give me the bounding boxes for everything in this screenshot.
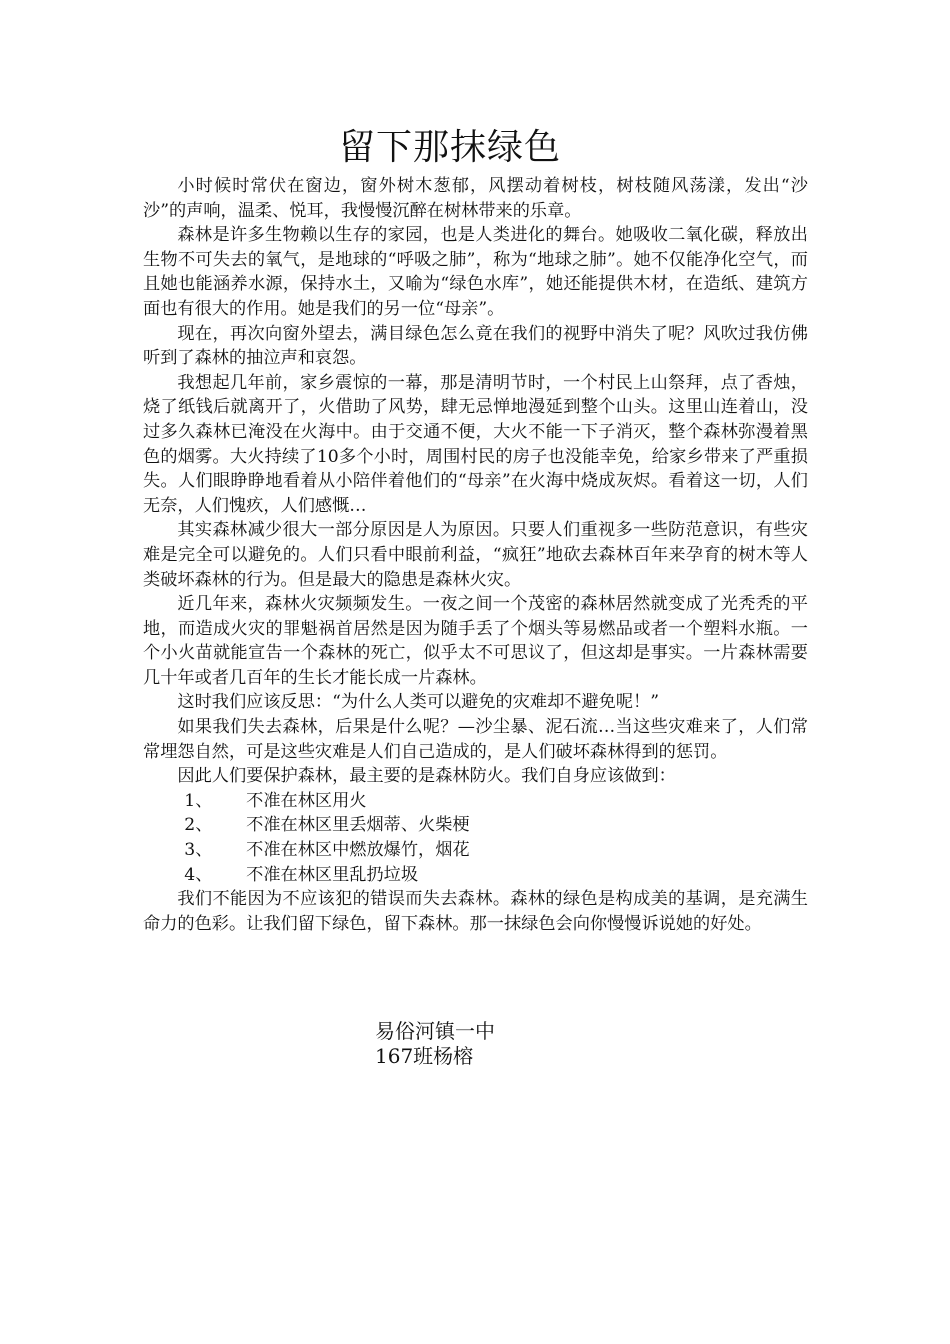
paragraph-8: 如果我们失去森林，后果是什么呢？—沙尘暴、泥石流…当这些灾难来了，人们常常埋怨自然，可是这些灾难是人们自己造成的，是人们破坏森林得到的惩罚。 bbox=[143, 717, 808, 762]
list-item-number: 4、 bbox=[184, 864, 213, 885]
paragraph-5: 其实森林减少很大一部分原因是人为原因。只要人们重视多一些防范意识，有些灾难是完全可以避免的。人们只看中眼前利益，“疯狂”地砍去森林百年来孕育的树木等人类破坏森林的行为。但是最大的隐患是森林火灾。 bbox=[143, 520, 808, 590]
paragraph-4: 我想起几年前，家乡震惊的一幕，那是清明节时，一个村民上山祭拜，点了香烛，烧了纸钱后就离开了，火借助了风势，肆无忌惮地漫延到整个山头。这里山连着山，没过多久森林已淹没在火海中。由于交通不便，大火不能一下子消灭，整个森林弥漫着黑色的烟雾。大火持续了10多个小时，周围村民的房子也没能幸免，给家乡带来了严重损失。人们眼睁睁地看着从小陪伴着他们的“母亲”在火海中烧成灰烬。看着这一切，人们无奈，人们愧疚，人们感慨… bbox=[143, 372, 808, 516]
document-title: 留下那抹绿色 bbox=[338, 127, 561, 168]
list-item-number: 1、 bbox=[184, 790, 213, 811]
list-item bbox=[143, 863, 808, 888]
list-item-text: 不准在林区里乱扔垃圾 bbox=[246, 864, 419, 885]
paragraph-7: 这时我们应该反思：“为什么人类可以避免的灾难却不避免呢！” bbox=[177, 692, 660, 713]
list-item bbox=[143, 789, 808, 814]
signature-author: 167班杨榕 bbox=[375, 1044, 474, 1068]
signature-school: 易俗河镇一中 bbox=[375, 1019, 495, 1043]
list-item-text: 不准在林区中燃放爆竹，烟花 bbox=[246, 840, 470, 861]
paragraph-6: 近几年来，森林火灾频频发生。一夜之间一个茂密的森林居然就变成了光秃秃的平地，而造成火灾的罪魁祸首居然是因为随手丢了个烟头等易燃品或者一个塑料水瓶。一个小火苗就能宣告一个森林的死亡，似乎太不可思议了，但这却是事实。一片森林需要几十年或者几百年的生长才能长成一片森林。 bbox=[143, 594, 808, 688]
fire-prevention-list bbox=[143, 789, 808, 887]
paragraph-2: 森林是许多生物赖以生存的家园，也是人类进化的舞台。她吸收二氧化碳，释放出生物不可失去的氧气，是地球的“呼吸之肺”，称为“地球之肺”。她不仅能净化空气，而且她也能涵养水源，保持水土，又喻为“绿色水库”，她还能提供木材，在造纸、建筑方面也有很大的作用。她是我们的另一位“母亲”。 bbox=[143, 225, 808, 319]
list-item-text: 不准在林区里丢烟蒂、火柴梗 bbox=[246, 815, 470, 836]
list-item-number: 3、 bbox=[184, 840, 213, 861]
list-item-number: 2、 bbox=[184, 815, 213, 836]
list-item-text: 不准在林区用火 bbox=[246, 790, 367, 811]
closing-paragraph: 我们不能因为不应该犯的错误而失去森林。森林的绿色是构成美的基调，是充满生命力的色彩。让我们留下绿色，留下森林。那一抹绿色会向你慢慢诉说她的好处。 bbox=[143, 889, 808, 934]
signature-block bbox=[375, 1019, 495, 1069]
document-body bbox=[143, 174, 808, 936]
paragraph-3: 现在，再次向窗外望去，满目绿色怎么竟在我们的视野中消失了呢？风吹过我仿佛听到了森林的抽泣声和哀怨。 bbox=[143, 323, 808, 369]
list-item bbox=[143, 838, 808, 863]
list-item bbox=[143, 813, 808, 838]
paragraph-9: 因此人们要保护森林，最主要的是森林防火。我们自身应该做到： bbox=[177, 766, 676, 787]
paragraph-1: 小时候时常伏在窗边，窗外树木葱郁，风摆动着树枝，树枝随风荡漾，发出“沙沙”的声响，温柔、悦耳，我慢慢沉醉在树林带来的乐章。 bbox=[143, 176, 808, 221]
